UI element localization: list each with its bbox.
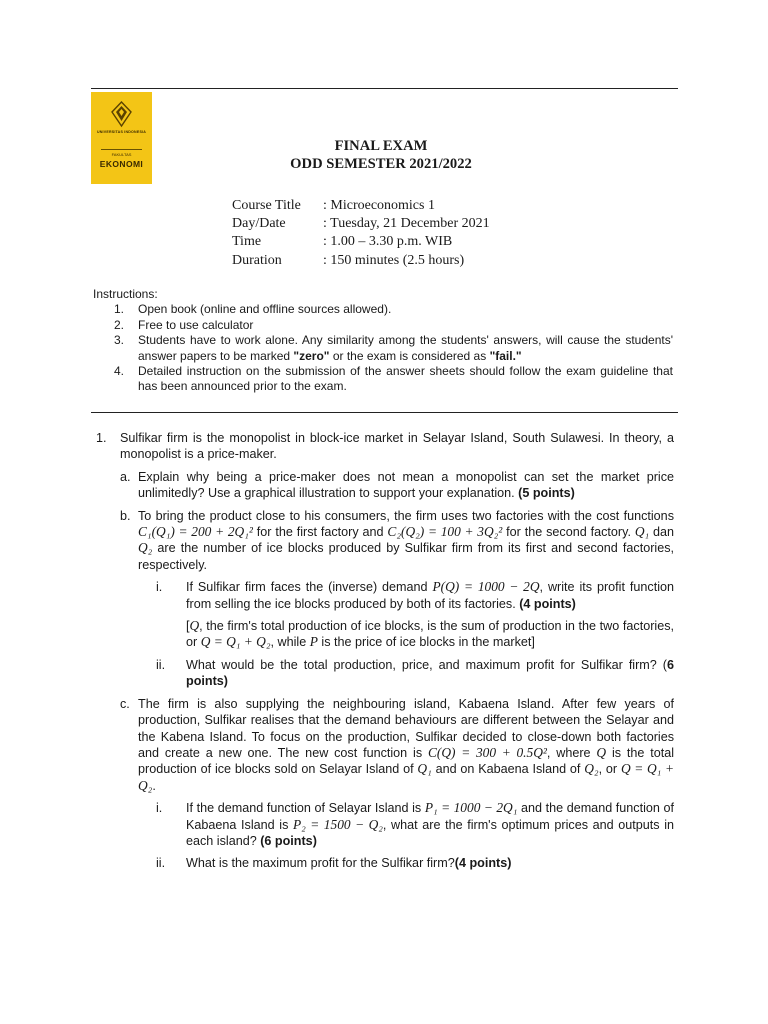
instruction-emphasis: "fail." [489, 348, 522, 363]
formula: C₂(Q₂) = 100 + 3Q₂² [387, 524, 503, 540]
logo-faculty-text: FAKULTAS [111, 152, 132, 157]
part-c [96, 696, 674, 794]
part-c-ii [96, 855, 674, 871]
subpart-label: ii. [156, 657, 166, 672]
instruction-num: 1. [114, 302, 125, 317]
meta-value: : Microeconomics 1 [323, 198, 435, 213]
question-number: 1. [96, 431, 107, 445]
part-b [96, 508, 674, 574]
formula: P(Q) = 1000 − 2Q [432, 579, 540, 595]
question-stem [96, 430, 674, 463]
instruction-item [93, 333, 673, 364]
points: (5 points) [518, 486, 575, 501]
instruction-item [93, 318, 673, 333]
formula: Q₂ [584, 761, 599, 777]
part-a [96, 469, 674, 502]
part-label: b. [120, 508, 131, 523]
instruction-text: Open book (online and offline sources allowed). [138, 302, 392, 317]
subpart-label: i. [156, 801, 163, 816]
meta-label: Time [232, 234, 262, 250]
points: (4 points) [519, 596, 576, 611]
formula: P [309, 634, 318, 650]
subpart-note [186, 618, 674, 651]
part-b-i-note [96, 618, 674, 651]
logo-divider [101, 149, 142, 150]
meta-row [232, 233, 490, 251]
meta-label: Day/Date [232, 216, 286, 232]
part-text [138, 469, 674, 502]
logo-department-text: EKONOMI [99, 159, 144, 169]
text-fragment: . [152, 778, 156, 793]
text-fragment: , where [546, 745, 591, 760]
text-fragment: The firm is also supplying the neighbouring island, Kabaena Island. After few years of production, Sulfikar realises that the demand behaviours are different between the Selayar and the Kabena Island. To focus on the production, Sulfikar decided to close-down both factories and create a new one. The new cost function is [138, 696, 674, 760]
instructions [93, 287, 673, 395]
makara-emblem-icon [109, 100, 134, 128]
text-fragment: is the total production of ice blocks sold on Selayar Island of [138, 745, 675, 777]
subpart-label: i. [156, 580, 163, 595]
meta-label: Course Title [232, 198, 301, 213]
spacer [138, 618, 186, 651]
instructions-heading: Instructions: [93, 287, 158, 301]
exam-title: FINAL EXAM [334, 138, 428, 154]
subpart-label: ii. [156, 856, 166, 871]
formula: Q = Q₁ + Q₂ [138, 761, 675, 793]
exam-meta [232, 197, 490, 270]
points: (4 points) [454, 856, 512, 871]
subpart-text [186, 800, 674, 849]
subpart-text [186, 657, 674, 690]
part-c-i [96, 800, 674, 849]
question-1 [96, 430, 674, 878]
text-fragment: , the firm's total production of ice blocks, is the sum of production in the two factories, or [186, 619, 674, 650]
text-fragment: , what are the firm's optimum prices and outputs in each island? [186, 817, 675, 848]
university-logo [91, 92, 152, 184]
formula: C₁(Q₁) = 200 + 2Q₁² [138, 524, 253, 540]
instruction-text: Detailed instruction on the submission of the answer sheets should follow the exam guideline that has been announced prior to the exam. [138, 364, 673, 394]
text-fragment: , or [598, 762, 618, 777]
text-fragment: , while [270, 635, 307, 650]
text-fragment: [ [186, 619, 190, 634]
question-text: Sulfikar firm is the monopolist in block-ice market in Selayar Island, South Sulawesi. In theory, a monopolist is a price-maker. [120, 431, 674, 462]
text-fragment: is the price of ice blocks in the market] [321, 635, 535, 650]
text-fragment: What would be the total production, price, and maximum profit for Sulfikar firm? ( [186, 657, 667, 672]
meta-row [232, 252, 490, 270]
subpart-text [186, 855, 674, 871]
points: 6 points) [186, 657, 674, 689]
meta-row [232, 197, 490, 215]
instruction-num: 3. [114, 333, 125, 348]
formula: Q₁ [417, 761, 432, 777]
part-text [138, 508, 674, 574]
section-rule [91, 412, 678, 413]
text-fragment: If the demand function of Selayar Island is [186, 801, 422, 816]
text-fragment: are the number of ice blocks produced by Sulfikar firm from its first and second factories, respectively. [138, 541, 674, 572]
formula: Q₂ [138, 540, 153, 556]
subpart-text [186, 579, 674, 612]
meta-value: : Tuesday, 21 December 2021 [323, 216, 490, 232]
instruction-text-part: Students have to work alone. Any similarity among the students' answers, will cause the students' answer papers to be marked [138, 333, 673, 363]
formula: Q [189, 618, 200, 634]
text-fragment: , write its profit function from selling the ice blocks produced by both of its factories. [186, 580, 674, 611]
formula: Q₁ [634, 524, 650, 540]
meta-value: : 150 minutes (2.5 hours) [323, 252, 465, 268]
part-text [138, 696, 674, 794]
meta-label: Duration [232, 252, 282, 268]
formula: P₁ = 1000 − 2Q₁ [424, 800, 518, 816]
formula: Q [596, 744, 607, 760]
part-b-i [96, 579, 674, 612]
text-fragment: What is the maximum profit for the Sulfikar firm? [186, 856, 455, 871]
points: (6 points) [260, 833, 317, 848]
instruction-num: 4. [114, 364, 125, 379]
instruction-emphasis: "zero" [293, 348, 330, 363]
text-fragment: dan [653, 525, 675, 540]
exam-semester: ODD SEMESTER 2021/2022 [290, 156, 472, 172]
instruction-text: Free to use calculator [138, 317, 254, 332]
meta-value: : 1.00 – 3.30 p.m. WIB [323, 234, 453, 250]
formula: Q = Q₁ + Q₂ [200, 634, 271, 650]
instruction-item [93, 364, 673, 395]
meta-row [232, 215, 490, 233]
text-fragment: If Sulfikar firm faces the (inverse) demand [186, 580, 428, 595]
part-a-text: Explain why being a price-maker does not mean a monopolist can set the market price unlimitedly? Use a graphical illustration to support your explanation. [138, 469, 674, 501]
top-rule [91, 88, 678, 89]
part-b-ii [96, 657, 674, 690]
logo-university-text: UNIVERSITAS INDONESIA [96, 130, 147, 134]
part-label: a. [120, 469, 131, 484]
part-label: c. [120, 696, 130, 711]
text-fragment: To bring the product close to his consumers, the firm uses two factories with the cost functions [138, 508, 674, 523]
instruction-text [138, 333, 673, 364]
text-fragment: and on Kabaena Island of [435, 762, 581, 777]
formula: P₂ = 1500 − Q₂ [293, 816, 383, 832]
instruction-item [93, 302, 673, 317]
instruction-text-part: or the exam is considered as [329, 348, 490, 363]
formula: C(Q) = 300 + 0.5Q² [428, 744, 547, 760]
text-fragment: and the demand function of Kabaena Island is [186, 801, 675, 832]
instruction-num: 2. [114, 317, 125, 332]
text-fragment: for the first factory and [256, 525, 384, 540]
text-fragment: for the second factory. [506, 525, 631, 540]
